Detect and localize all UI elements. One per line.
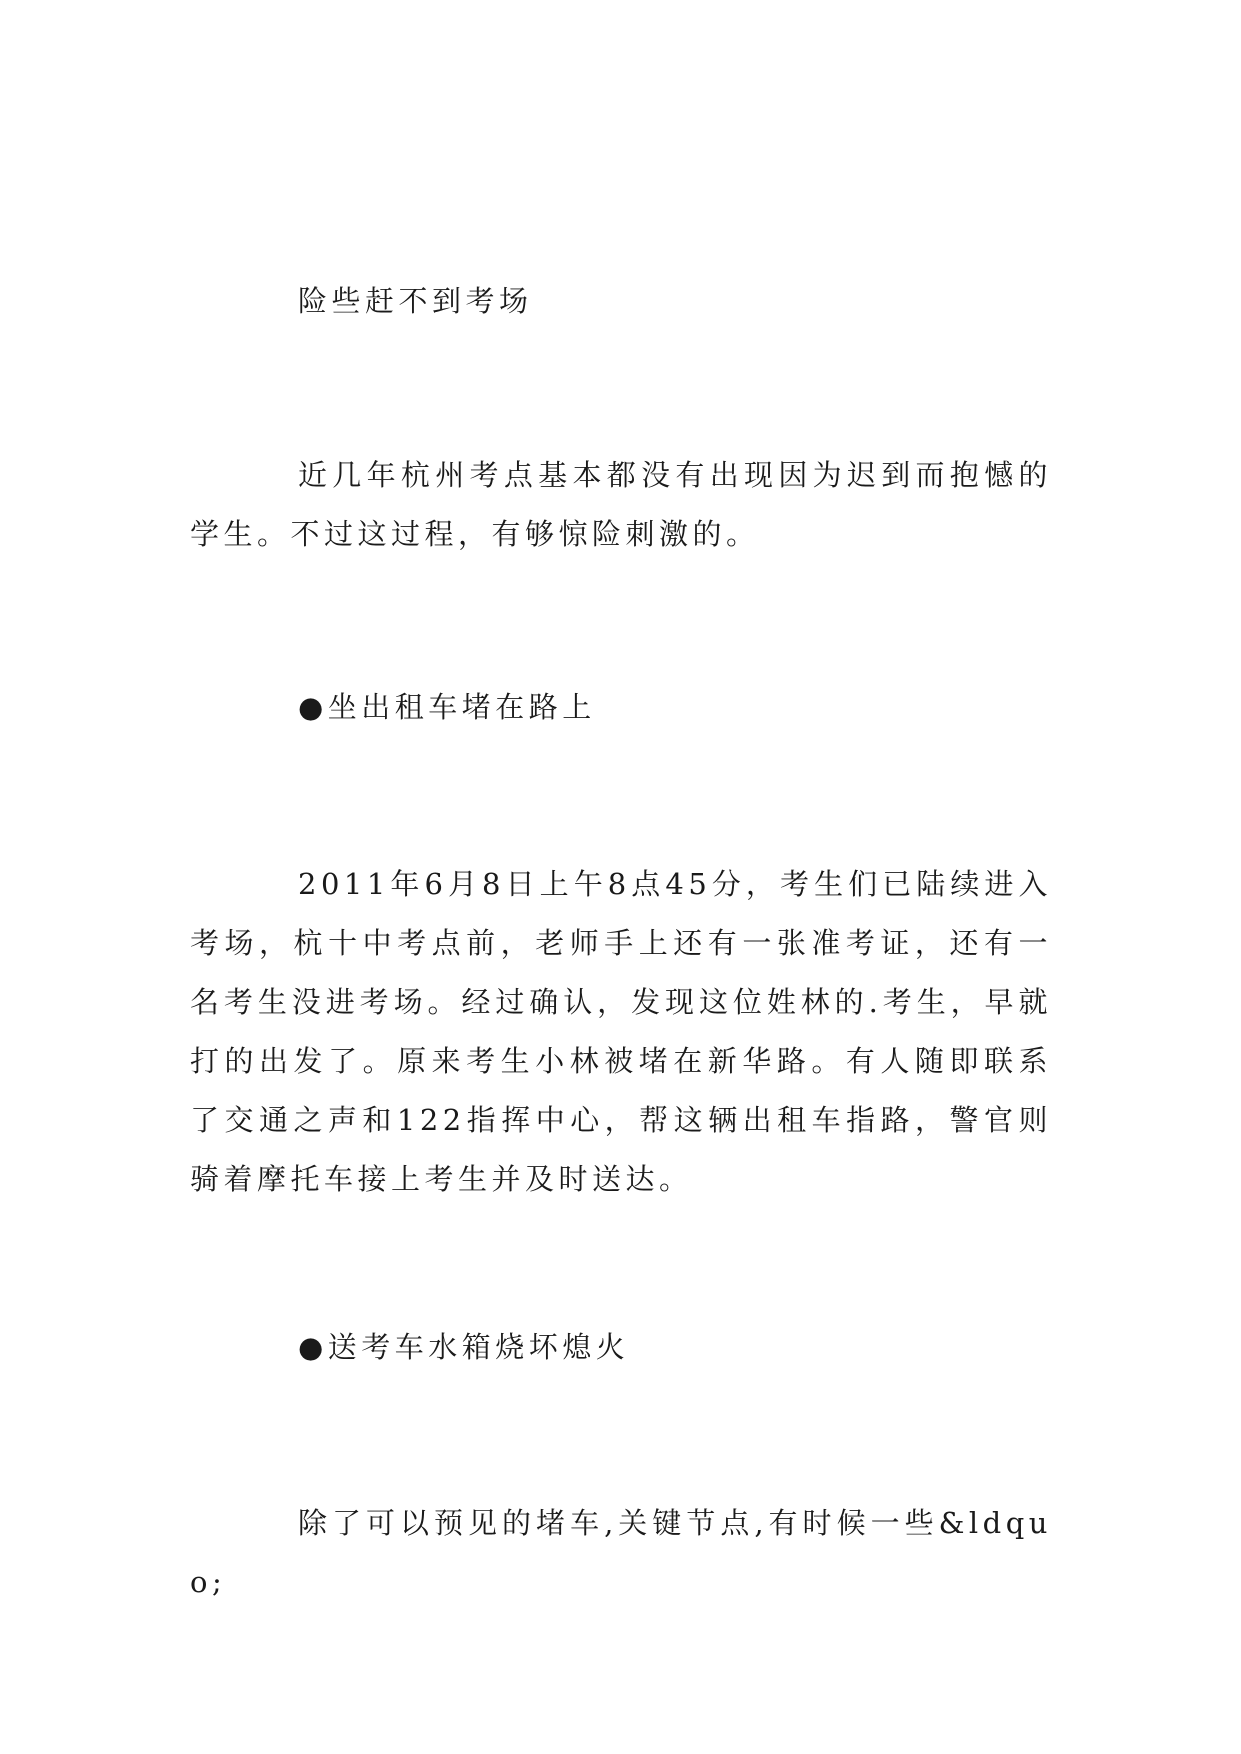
bullet-heading: ●送考车水箱烧坏熄火 [298, 1330, 630, 1364]
bullet-heading: ●坐出租车堵在路上 [298, 690, 596, 724]
section-heading: 险些赶不到考场 [298, 284, 533, 318]
body-paragraph: 近几年杭州考点基本都没有出现因为迟到而抱憾的学生。不过这过程，有够惊险刺激的。 [190, 458, 1052, 551]
body-paragraph: 2011年6月8日上午8点45分，考生们已陆续进入考场，杭十中考点前，老师手上还有一张准考证，还有一名考生没进考场。经过确认，发现这位姓林的.考生，早就打的出发了。原来考生小林被堵在新华路。有人随即联系了交通之声和122指挥中心，帮这辆出租车指路，警官则骑着摩托车接上考生并及时送达。 [190, 867, 1052, 1196]
body-paragraph: 除了可以预见的堵车,关键节点,有时候一些&ldquo; [190, 1506, 1052, 1599]
